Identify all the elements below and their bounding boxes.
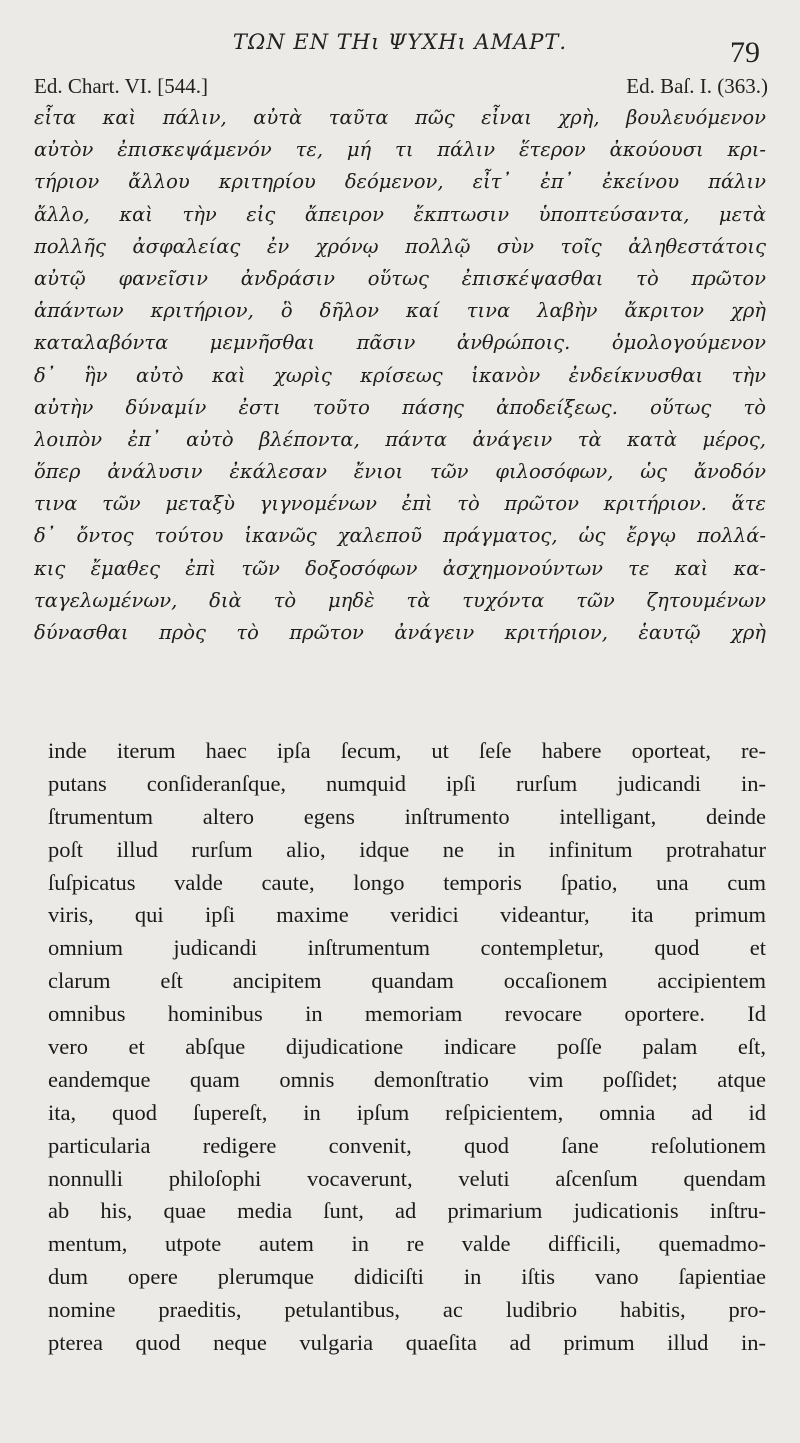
latin-text-line: mentum, utpote autem in re valde difficili, quemadmo- bbox=[48, 1231, 766, 1257]
latin-text-line: viris, qui ipſi maxime veridici videantur, ita primum bbox=[48, 902, 766, 928]
greek-text-line: αὐτὸν ἐπισκεψάμενόν τε, μή τι πάλιν ἕτερον ἀκούουσι κρι- bbox=[34, 138, 766, 162]
greek-text-line: δύνασθαι πρὸς τὸ πρῶτον ἀνάγειν κριτήριον, ἑαυτῷ χρὴ bbox=[34, 621, 766, 644]
greek-text-line: αὐτῷ φανεῖσιν ἀνδράσιν οὕτως ἐπισκέψασθαι τὸ πρῶτον bbox=[34, 266, 766, 290]
page-number: 79 bbox=[730, 36, 760, 69]
latin-text-line: dum opere plerumque didiciſti in iſtis vano ſapientiae bbox=[48, 1264, 766, 1290]
edition-reference-line bbox=[34, 74, 768, 99]
latin-text-line: omnibus hominibus in memoriam revocare oportere. Id bbox=[48, 1001, 766, 1027]
greek-text-line: τινα τῶν μεταξὺ γιγνομένων ἐπὶ τὸ πρῶτον κριτήριον. ἅτε bbox=[34, 492, 766, 516]
greek-text-line: ἁπάντων κριτήριον, ὃ δῆλον καί τινα λαβὴν ἄκριτον χρὴ bbox=[34, 299, 766, 323]
latin-text-line: inde iterum haec ipſa ſecum, ut ſeſe habere oporteat, re- bbox=[48, 738, 766, 763]
latin-text-line: ab his, quae media ſunt, ad primarium judicationis inſtru- bbox=[48, 1198, 766, 1224]
greek-text-line: κις ἔμαθες ἐπὶ τῶν δοξοσόφων ἀσχημονούντων τε καὶ κα- bbox=[34, 556, 766, 580]
greek-text-line: ὅπερ ἀνάλυσιν ἐκάλεσαν ἔνιοι τῶν φιλοσόφων, ὡς ἄνοδόν bbox=[34, 460, 766, 484]
latin-text-line: nomine praeditis, petulantibus, ac ludibrio habitis, pro- bbox=[48, 1297, 766, 1323]
latin-text-line: omnium judicandi inſtrumentum contempletur, quod et bbox=[48, 935, 766, 961]
greek-text-line: αὐτὴν δύναμίν ἐστι τοῦτο πάσης ἀποδείξεως. οὕτως τὸ bbox=[34, 395, 766, 419]
greek-text-block bbox=[34, 102, 766, 649]
latin-text-line: particularia redigere convenit, quod ſane reſolutionem bbox=[48, 1132, 766, 1158]
latin-text-line: ita, quod ſupereſt, in ipſum reſpicientem, omnia ad id bbox=[48, 1099, 766, 1125]
greek-text-line: δ᾽ ὄντος τούτου ἱκανῶς χαλεποῦ πράγματος, ὡς ἔργῳ πολλά- bbox=[34, 524, 766, 548]
latin-text-line: putans conſideranſque, numquid ipſi rurſum judicandi in- bbox=[48, 770, 766, 796]
running-head-title: ΤΩΝ ΕΝ ΤΗι ΨΥΧΗι ΑΜΑΡΤ. bbox=[232, 30, 568, 54]
latin-translation-block bbox=[48, 735, 766, 1360]
greek-text-line: ταγελωμένων, διὰ τὸ μηδὲ τὰ τυχόντα τῶν ζητουμένων bbox=[34, 588, 766, 612]
greek-text-line: ἄλλο, καὶ τὴν εἰς ἄπειρον ἔκπτωσιν ὑποπτεύσαντα, μετὰ bbox=[34, 202, 766, 226]
latin-text-line: ſtrumentum altero egens inſtrumento intelligant, deinde bbox=[48, 803, 766, 829]
greek-text-line: πολλῆς ἀσφαλείας ἐν χρόνῳ πολλῷ σὺν τοῖς ἀληθεστάτοις bbox=[34, 234, 766, 258]
edition-reference-chartier: Ed. Chart. VI. [544.] bbox=[34, 74, 208, 98]
latin-text-line: ſuſpicatus valde caute, longo temporis ſpatio, una cum bbox=[48, 869, 766, 895]
greek-text-line: καταλαβόντα μεμνῆσθαι πᾶσιν ἀνθρώποις. ὁμολογούμενον bbox=[34, 331, 766, 355]
edition-reference-basel: Ed. Baſ. I. (363.) bbox=[626, 74, 768, 98]
latin-text-line: clarum eſt ancipitem quandam occaſionem accipientem bbox=[48, 968, 766, 994]
greek-text-line: εἶτα καὶ πάλιν, αὐτὰ ταῦτα πῶς εἶναι χρὴ, βουλευόμενον bbox=[34, 106, 766, 129]
latin-text-line: poſt illud rurſum alio, idque ne in infinitum protrahatur bbox=[48, 836, 766, 862]
greek-text-line: τήριον ἄλλου κριτηρίου δεόμενον, εἶτ᾽ ἐπ᾽ ἐκείνου πάλιν bbox=[34, 170, 766, 194]
latin-text-line: nonnulli philoſophi vocaverunt, veluti aſcenſum quendam bbox=[48, 1165, 766, 1191]
greek-text-line: δ᾽ ἣν αὐτὸ καὶ χωρὶς κρίσεως ἱκανὸν ἐνδείκνυσθαι τὴν bbox=[34, 363, 766, 387]
latin-text-line: eandemque quam omnis demonſtratio vim poſſidet; atque bbox=[48, 1066, 766, 1092]
greek-text-line: λοιπὸν ἐπ᾽ αὐτὸ βλέποντα, πάντα ἀνάγειν τὰ κατὰ μέρος, bbox=[34, 427, 766, 451]
latin-text-line: pterea quod neque vulgaria quaeſita ad primum illud in- bbox=[48, 1330, 766, 1356]
latin-text-line: vero et abſque dijudicatione indicare poſſe palam eſt, bbox=[48, 1034, 766, 1060]
